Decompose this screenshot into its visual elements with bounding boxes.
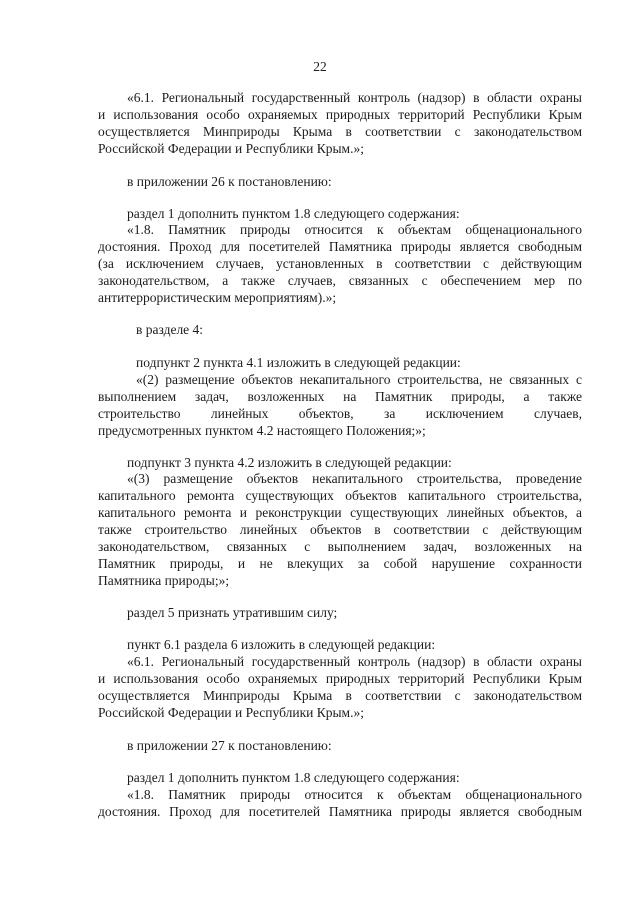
text-line: Российской Федерации и Республики Крым.»; [98, 705, 364, 720]
text-line: подпункт 3 пункта 4.2 изложить в следующей редакции: [127, 455, 452, 470]
text-line: в разделе 4: [136, 322, 204, 337]
text-line: осуществляется Минприроды Крыма в соответствии с законодательством [98, 688, 582, 703]
text-line: осуществляется Минприроды Крыма в соответствии с законодательством [98, 124, 582, 139]
text-line: «1.8. Памятник природы относится к объектам общенационального [127, 222, 582, 237]
text-line: «(3) размещение объектов некапитального строительства, проведение [127, 471, 582, 486]
text-line: и использования особо охраняемых природных территорий Республики Крым [98, 671, 582, 686]
text-line: антитеррористическим мероприятиям).»; [98, 290, 337, 305]
text-line: (за исключением случаев, установленных в соответствии с действующим [98, 256, 582, 271]
text-line: «6.1. Региональный государственный контроль (надзор) в области охраны [127, 90, 582, 105]
text-line: предусмотренных пунктом 4.2 настоящего Положения;»; [98, 423, 426, 438]
text-line: раздел 5 признать утратившим силу; [127, 605, 338, 620]
text-line: достояния. Проход для посетителей Памятника природы является свободным [98, 804, 582, 819]
text-line: в приложении 27 к постановлению: [127, 738, 332, 753]
text-line: капитального ремонта и реконструкции существующих линейных объектов, а [98, 505, 582, 520]
text-line: выполнением задач, возложенных на Памятник природы, а также [98, 389, 582, 404]
text-line: законодательством, связанных с выполнением задач, возложенных на [98, 539, 582, 554]
text-line: раздел 1 дополнить пунктом 1.8 следующего содержания: [127, 206, 460, 221]
text-line: пункт 6.1 раздела 6 изложить в следующей редакции: [127, 637, 436, 652]
text-line: достояния. Проход для посетителей Памятника природы является свободным [98, 239, 582, 254]
text-line: Памятник природы, и не влекущих за собой нарушение сохранности [98, 556, 582, 571]
text-line: раздел 1 дополнить пунктом 1.8 следующего содержания: [127, 770, 460, 785]
text-line: «6.1. Региональный государственный контроль (надзор) в области охраны [127, 654, 582, 669]
text-line: Российской Федерации и Республики Крым.»; [98, 141, 364, 156]
text-line: капитального ремонта существующих объектов капитального строительства, [98, 488, 582, 503]
text-line: в приложении 26 к постановлению: [127, 174, 332, 189]
text-line: строительство линейных объектов, за исключением случаев, [98, 406, 582, 421]
text-line: подпункт 2 пункта 4.1 изложить в следующей редакции: [136, 355, 461, 370]
page-number: 22 [313, 59, 327, 74]
text-line: также строительство линейных объектов в соответствии с действующим [98, 522, 582, 537]
text-line: законодательством, а также случаев, связанных с обеспечением мер по [98, 273, 582, 288]
text-line: Памятника природы;»; [98, 573, 230, 588]
text-line: «(2) размещение объектов некапитального строительства, не связанных с [136, 372, 582, 387]
text-line: и использования особо охраняемых природных территорий Республики Крым [98, 107, 582, 122]
text-line: «1.8. Памятник природы относится к объектам общенационального [127, 787, 582, 802]
